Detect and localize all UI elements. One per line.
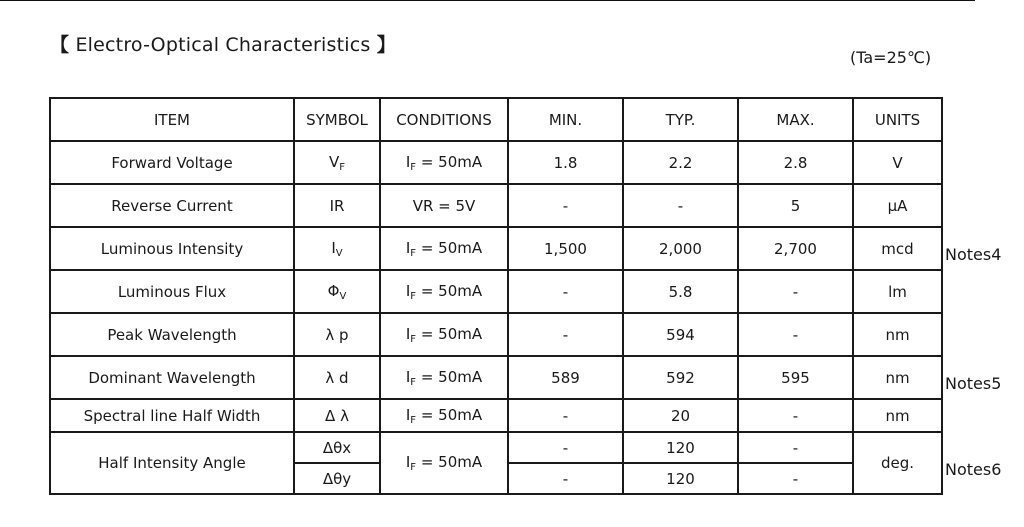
- typ-cell: 20: [623, 399, 738, 432]
- typ-cell-y: 120: [623, 463, 738, 494]
- typ-cell: 2.2: [623, 141, 738, 184]
- header-conditions: CONDITIONS: [380, 98, 508, 141]
- item-cell: Dominant Wavelength: [50, 356, 294, 399]
- item-cell: Luminous Intensity: [50, 227, 294, 270]
- unit-cell: mcd: [853, 227, 942, 270]
- header-typ: TYP.: [623, 98, 738, 141]
- conditions-cell: $I_F = 50mA$: [380, 399, 508, 432]
- min-cell: 1,500: [508, 227, 623, 270]
- table-row-half-intensity-angle-x: [50, 432, 942, 463]
- item-cell: Luminous Flux: [50, 270, 294, 313]
- max-cell: 2,700: [738, 227, 853, 270]
- table-row-dominant-wavelength: [50, 356, 942, 399]
- symbol-cell: $I_V$: [294, 227, 380, 270]
- conditions-cell: VR = 5V: [380, 184, 508, 227]
- header-item: ITEM: [50, 98, 294, 141]
- min-cell: 1.8: [508, 141, 623, 184]
- section-title: [50, 30, 396, 57]
- max-cell: 2.8: [738, 141, 853, 184]
- header-symbol: SYMBOL: [294, 98, 380, 141]
- min-cell: -: [508, 399, 623, 432]
- electro-optical-table: [49, 97, 943, 495]
- conditions-cell: $I_F = 50mA$: [380, 313, 508, 356]
- max-cell-y: -: [738, 463, 853, 494]
- max-cell: 5: [738, 184, 853, 227]
- item-cell: Forward Voltage: [50, 141, 294, 184]
- top-rule: [0, 0, 975, 1]
- title-close-bracket: 】: [376, 34, 396, 56]
- min-cell-x: -: [508, 432, 623, 463]
- typ-cell: 592: [623, 356, 738, 399]
- min-cell: -: [508, 184, 623, 227]
- max-cell: -: [738, 313, 853, 356]
- typ-cell: 2,000: [623, 227, 738, 270]
- header-units: UNITS: [853, 98, 942, 141]
- unit-cell: deg.: [853, 432, 942, 494]
- note-5-label: Notes5: [945, 374, 1002, 393]
- title-open-bracket: 【: [50, 34, 70, 56]
- conditions-cell: $I_F = 50mA$: [380, 356, 508, 399]
- header-max: MAX.: [738, 98, 853, 141]
- item-cell: Reverse Current: [50, 184, 294, 227]
- note-6-label: Notes6: [945, 460, 1002, 479]
- table-row-luminous-intensity: [50, 227, 942, 270]
- table-row-spectral-half-width: [50, 399, 942, 432]
- min-cell: -: [508, 270, 623, 313]
- unit-cell: nm: [853, 356, 942, 399]
- symbol-cell: $V_F$: [294, 141, 380, 184]
- table-row-peak-wavelength: [50, 313, 942, 356]
- conditions-cell: $I_F = 50mA$: [380, 227, 508, 270]
- unit-cell: nm: [853, 313, 942, 356]
- typ-cell-x: 120: [623, 432, 738, 463]
- min-cell: 589: [508, 356, 623, 399]
- conditions-cell: $I_F = 50mA$: [380, 141, 508, 184]
- typ-cell: 594: [623, 313, 738, 356]
- max-cell: -: [738, 399, 853, 432]
- table-row-reverse-current: [50, 184, 942, 227]
- symbol-cell-y: Δθy: [294, 463, 380, 494]
- table-header-row: [50, 98, 942, 141]
- conditions-cell: $I_F = 50mA$: [380, 270, 508, 313]
- item-cell: Peak Wavelength: [50, 313, 294, 356]
- max-cell: -: [738, 270, 853, 313]
- unit-cell: lm: [853, 270, 942, 313]
- item-cell: Spectral line Half Width: [50, 399, 294, 432]
- unit-cell: nm: [853, 399, 942, 432]
- item-cell: Half Intensity Angle: [50, 432, 294, 494]
- table-row-luminous-flux: [50, 270, 942, 313]
- conditions-cell: $I_F = 50mA$: [380, 432, 508, 494]
- symbol-cell: Δ λ: [294, 399, 380, 432]
- symbol-cell: λ d: [294, 356, 380, 399]
- symbol-cell: IR: [294, 184, 380, 227]
- unit-cell: V: [853, 141, 942, 184]
- symbol-cell: $\Phi_V$: [294, 270, 380, 313]
- typ-cell: -: [623, 184, 738, 227]
- min-cell-y: -: [508, 463, 623, 494]
- max-cell-x: -: [738, 432, 853, 463]
- symbol-cell-x: Δθx: [294, 432, 380, 463]
- ambient-temperature-note: (Ta=25℃): [850, 48, 932, 67]
- min-cell: -: [508, 313, 623, 356]
- unit-cell: μA: [853, 184, 942, 227]
- header-min: MIN.: [508, 98, 623, 141]
- table-row-forward-voltage: [50, 141, 942, 184]
- typ-cell: 5.8: [623, 270, 738, 313]
- symbol-cell: λ p: [294, 313, 380, 356]
- title-text: Electro-Optical Characteristics: [75, 34, 371, 56]
- max-cell: 595: [738, 356, 853, 399]
- note-4-label: Notes4: [945, 245, 1002, 264]
